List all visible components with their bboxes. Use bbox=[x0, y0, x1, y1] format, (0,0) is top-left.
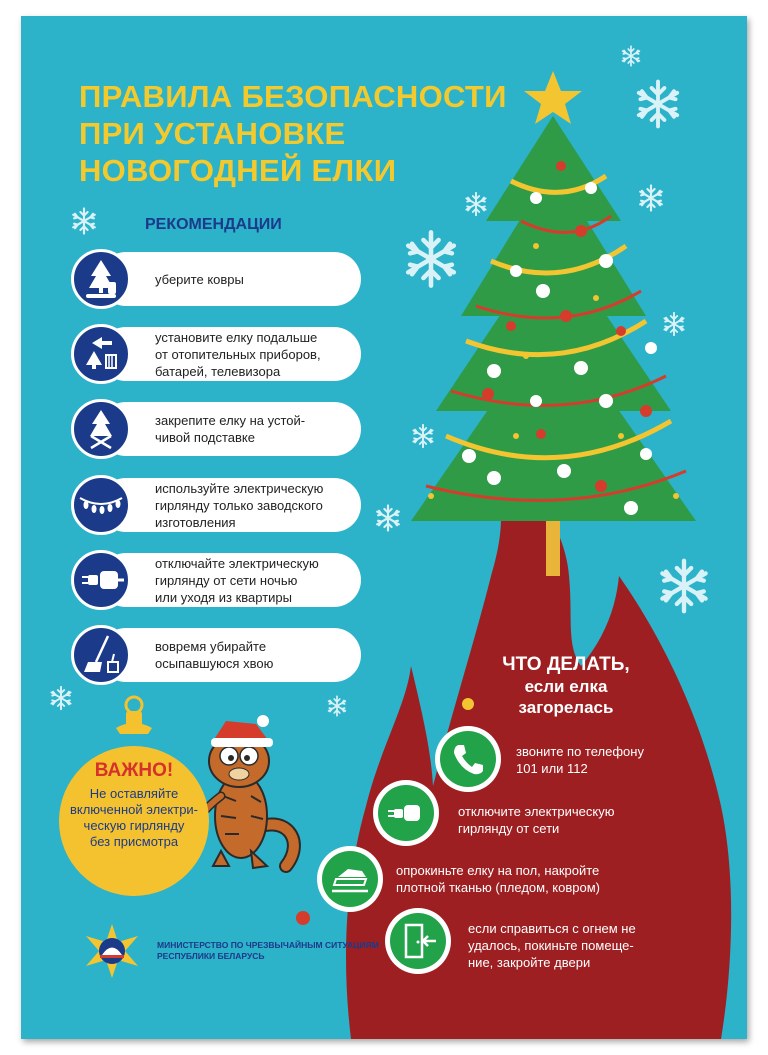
text-line: уберите ковры bbox=[155, 271, 244, 287]
recommendation-item bbox=[71, 628, 361, 682]
text-line: включенной электри- bbox=[69, 802, 199, 817]
title-line: ПРАВИЛА БЕЗОПАСНОСТИ bbox=[79, 79, 507, 114]
action-text bbox=[468, 920, 636, 971]
text-line: закрепите елку на устой- bbox=[155, 413, 306, 428]
text-line: гирлянду только заводского bbox=[155, 497, 323, 513]
action-text bbox=[458, 803, 615, 837]
text-line: отключайте электрическую bbox=[155, 555, 319, 571]
text-line: отключите электрическую bbox=[458, 804, 615, 819]
ministry-emblem-icon bbox=[83, 922, 141, 980]
ornament-cap-icon bbox=[116, 697, 152, 734]
ministry-name bbox=[157, 940, 379, 962]
recommendations-heading: РЕКОМЕНДАЦИИ bbox=[145, 216, 282, 233]
text-line: батарей, телевизора bbox=[155, 363, 281, 379]
cat-mascot-illustration bbox=[197, 715, 294, 868]
tree-heater-icon bbox=[71, 324, 131, 384]
text-line: изготовления bbox=[155, 514, 236, 530]
text-line: чивой подставке bbox=[155, 430, 255, 445]
broom-icon bbox=[71, 625, 131, 685]
recommendation-text bbox=[155, 628, 360, 682]
unplug-icon bbox=[71, 550, 131, 610]
text-line: или уходя из квартиры bbox=[155, 589, 293, 605]
recommendation-text bbox=[155, 252, 360, 306]
fallen-tree-icon bbox=[317, 846, 383, 912]
exit-door-icon bbox=[385, 908, 451, 974]
tree-carpet-icon bbox=[71, 249, 131, 309]
action-text bbox=[516, 743, 644, 777]
recommendation-item bbox=[71, 327, 361, 381]
text-line: если справиться с огнем не bbox=[468, 921, 636, 936]
text-line: РЕСПУБЛИКИ БЕЛАРУСЬ bbox=[157, 951, 265, 961]
recommendation-item bbox=[71, 402, 361, 456]
text-line: звоните по телефону bbox=[516, 744, 644, 759]
text-line: используйте электрическую bbox=[155, 480, 324, 496]
text-line: опрокиньте елку на пол, накройте bbox=[396, 863, 600, 878]
text-line: ческую гирлянду bbox=[83, 818, 185, 833]
text-line: гирлянду от сети ночью bbox=[155, 572, 298, 588]
warning-text bbox=[59, 786, 209, 850]
action-text bbox=[396, 862, 600, 896]
recommendation-item bbox=[71, 252, 361, 306]
tree-stand-icon bbox=[71, 399, 131, 459]
text-line: от отопительных приборов, bbox=[155, 346, 321, 362]
title-line: НОВОГОДНЕЙ ЕЛКИ bbox=[79, 153, 397, 188]
what-to-do-heading bbox=[481, 654, 651, 718]
page-title bbox=[79, 78, 507, 189]
text-line: 101 или 112 bbox=[516, 761, 588, 776]
recommendation-text bbox=[155, 402, 360, 456]
recommendation-item bbox=[71, 478, 361, 532]
text-line: гирлянду от сети bbox=[458, 821, 560, 836]
text-line: ние, закройте двери bbox=[468, 955, 591, 970]
text-line: без присмотра bbox=[89, 834, 179, 849]
text-line: установите елку подальше bbox=[155, 329, 318, 345]
text-line: Не оставляйте bbox=[89, 786, 179, 801]
text-line: плотной тканью (пледом, ковром) bbox=[396, 880, 600, 895]
poster bbox=[21, 16, 747, 1039]
warning-title: ВАЖНО! bbox=[94, 760, 174, 781]
text-line: удалось, покиньте помеще- bbox=[468, 938, 634, 953]
phone-icon bbox=[435, 726, 501, 792]
title-line: ПРИ УСТАНОВКЕ bbox=[79, 116, 346, 151]
unplug-icon bbox=[373, 780, 439, 846]
recommendation-text bbox=[155, 327, 360, 381]
recommendation-item bbox=[71, 553, 361, 607]
recommendation-text bbox=[155, 478, 360, 532]
text-line: загорелась bbox=[518, 698, 614, 717]
recommendation-text bbox=[155, 553, 360, 607]
text-line: осыпавшуюся хвою bbox=[155, 656, 274, 671]
text-line: ЧТО ДЕЛАТЬ, bbox=[502, 654, 630, 675]
garland-icon bbox=[71, 475, 131, 535]
text-line: вовремя убирайте bbox=[155, 639, 267, 654]
text-line: если елка bbox=[524, 677, 608, 696]
text-line: МИНИСТЕРСТВО ПО ЧРЕЗВЫЧАЙНЫМ СИТУАЦИЯМ bbox=[157, 940, 379, 950]
